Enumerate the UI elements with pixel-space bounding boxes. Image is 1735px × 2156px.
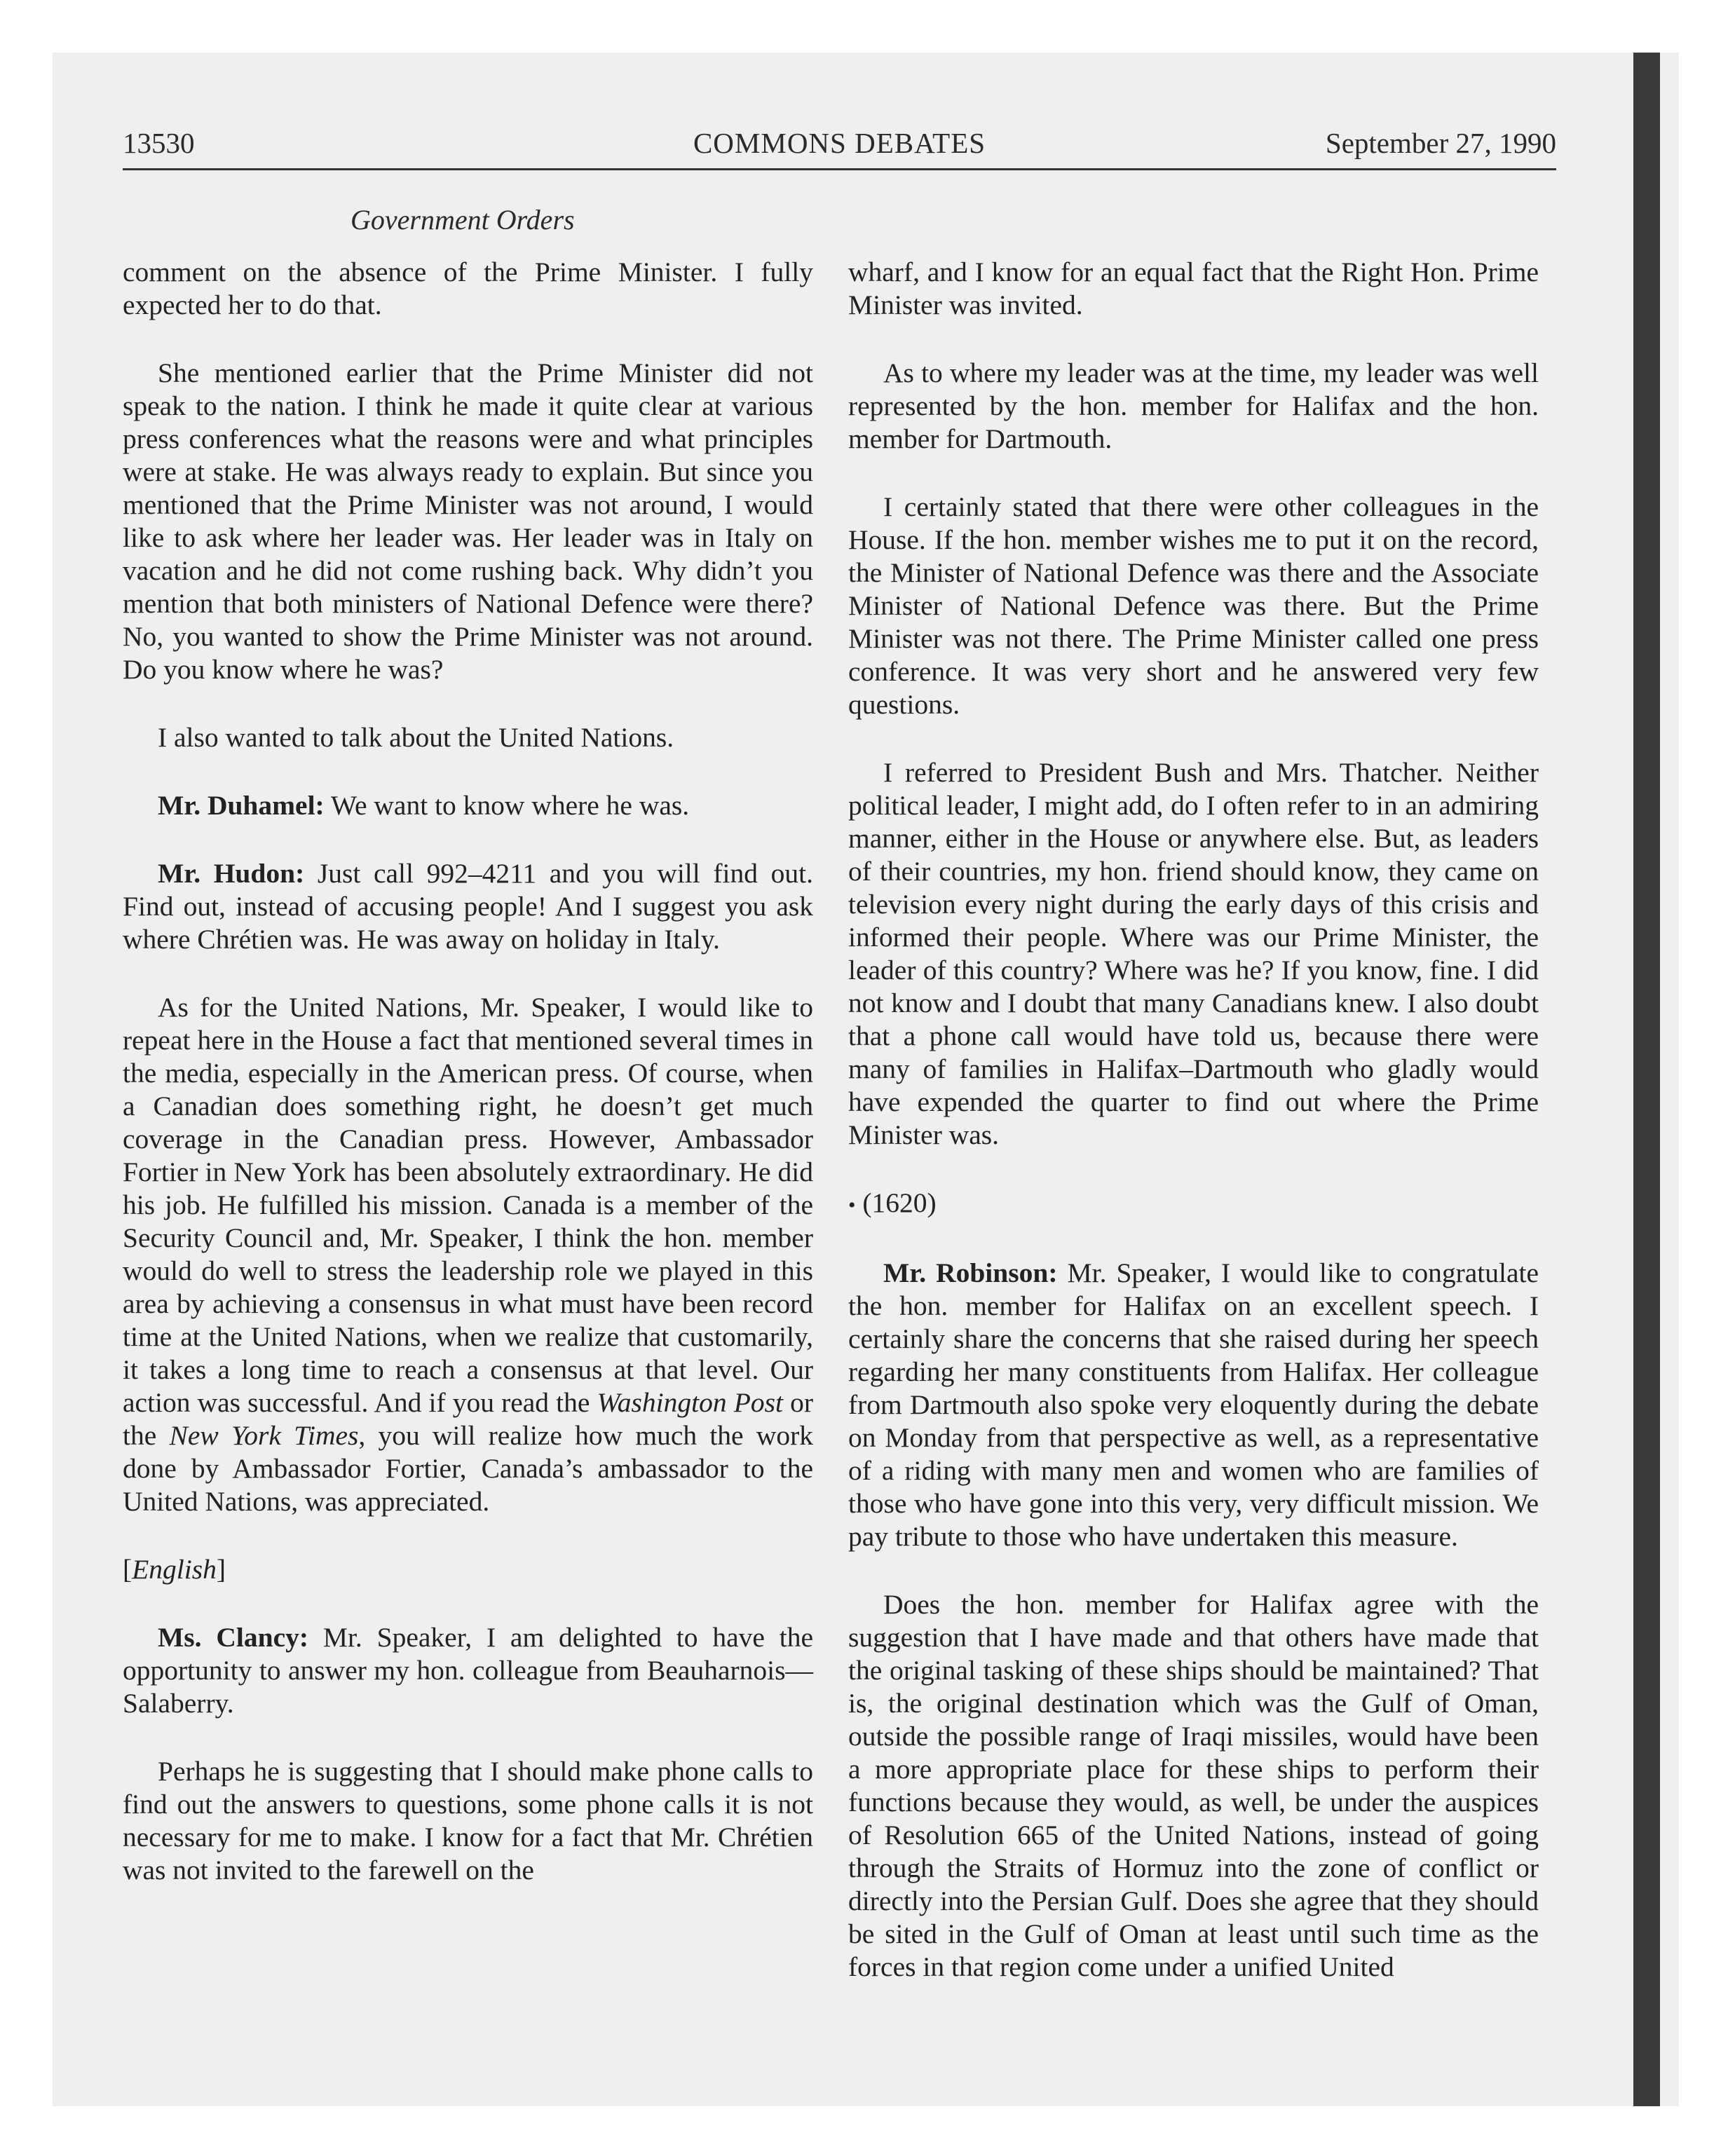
- speech-text: Just call 992–4211 and you will find out. Find out, instead of accusing people! And I suggest you ask where Chrétien was. He was away on holiday in Italy.: [123, 858, 813, 955]
- publication-title: COMMONS DEBATES: [693, 127, 986, 159]
- scan-edge-bar: [1633, 53, 1660, 2106]
- paragraph: I referred to President Bush and Mrs. Thatcher. Neither political leader, I might add, do I often refer to in an admiring manner, either in the House or anywhere else. But, as leaders of their countries, my hon. friend should know, they came on television every night during the early days of this crisis and informed their people. Where was our Prime Minister, the leader of this country? Where was he? If you know, fine. I did not know and I doubt that many Canadians knew. I also doubt that a phone call would have told us, because there were many of families in Halifax–Dartmouth who gladly would have expended the quarter to find out where the Prime Minister was.: [848, 757, 1539, 1150]
- left-column: [123, 256, 813, 1887]
- speaker-name: Mr. Hudon:: [158, 858, 305, 889]
- speech-text: We want to know where he was.: [324, 790, 690, 821]
- paragraph: [123, 857, 813, 956]
- speech-text: Mr. Speaker, I would like to congratulate the hon. member for Halifax on an excellent speech. I certainly share the concerns that she raised during her speech regarding her many constituents from Halifax. Her colleague from Dartmouth also spoke very eloquently during the debate on Monday from that perspective as well, as a representative of a riding with many men and women who are families of those who have gone into this very, very difficult mission. We pay tribute to those who have undertaken this measure.: [848, 1257, 1539, 1552]
- paragraph: wharf, and I know for an equal fact that the Right Hon. Prime Minister was invited.: [848, 257, 1539, 320]
- time-stamp: (1620): [862, 1187, 937, 1218]
- speech-text: or the: [123, 1387, 814, 1451]
- paragraph: comment on the absence of the Prime Minister. I fully expected her to do that.: [123, 257, 813, 320]
- speech-text: , you will realize how much the work done by Ambassador Fortier, Canada’s ambassador to the United Nations, was appreciated.: [123, 1420, 813, 1517]
- paragraph: I certainly stated that there were other colleagues in the House. If the hon. member wishes me to put it on the record, the Minister of National Defence was there and the Associate Minister of National Defence was there. But the Prime Minister was not there. The Prime Minister called one press conference. It was very short and he answered very few questions.: [848, 491, 1539, 720]
- paragraph: [123, 1621, 813, 1720]
- paragraph: [123, 991, 813, 1518]
- paragraph: Perhaps he is suggesting that I should make phone calls to find out the answers to questions, some phone calls it is not necessary for me to make. I know for a fact that Mr. Chrétien was not invited to the farewell on the: [123, 1756, 813, 1885]
- speaker-name: Mr. Robinson:: [883, 1257, 1058, 1288]
- paragraph: [123, 789, 813, 822]
- speaker-name: Ms. Clancy:: [158, 1622, 309, 1653]
- paragraph: As to where my leader was at the time, my leader was well represented by the hon. member for Halifax and the hon. member for Dartmouth.: [848, 357, 1539, 454]
- header-rule: [123, 168, 1556, 170]
- right-column: [848, 256, 1539, 1984]
- bracket: [: [123, 1554, 132, 1585]
- publication-reference: Washington Post: [597, 1387, 783, 1418]
- language-label: English: [132, 1554, 217, 1585]
- speech-text: Mr. Speaker, I am delighted to have the opportunity to answer my hon. colleague from Beauharnois—Salaberry.: [123, 1622, 813, 1719]
- speech-text: As for the United Nations, Mr. Speaker, I would like to repeat here in the House a fact that mentioned several times in the media, especially in the American press. Of course, when a Canadian does something right, he doesn’t get much coverage in the Canadian press. However, Ambassador Fortier in New York has been absolutely extraordinary. He did his job. He fulfilled his mission. Canada is a member of the Security Council and, Mr. Speaker, I think the hon. member would do well to stress the leadership role we played in this area by achieving a consensus in what must have been record time at the United Nations, when we realize that customarily, it takes a long time to reach a consensus at that level. Our action was successful. And if you read the: [123, 992, 813, 1418]
- publication-reference: New York Times: [169, 1420, 359, 1451]
- publication-date: September 27, 1990: [1325, 127, 1556, 159]
- paragraph: [848, 1257, 1539, 1553]
- language-marker: [123, 1553, 813, 1586]
- paragraph: She mentioned earlier that the Prime Minister did not speak to the nation. I think he made it quite clear at various press conferences what the reasons were and what principles were at stake. He was always ready to explain. But since you mentioned that the Prime Minister was not around, I would like to ask where her leader was. Her leader was in Italy on vacation and he did not come rushing back. Why didn’t you mention that both ministers of National Defence were there? No, you wanted to show the Prime Minister was not around. Do you know where he was?: [123, 357, 813, 685]
- speaker-name: Mr. Duhamel:: [158, 790, 325, 821]
- bullet-icon: •: [848, 1194, 856, 1217]
- page-header: [123, 126, 1556, 168]
- paragraph: I also wanted to talk about the United Nations.: [158, 722, 674, 753]
- time-marker: [848, 1187, 1539, 1222]
- bracket: ]: [216, 1554, 226, 1585]
- paragraph: Does the hon. member for Halifax agree with the suggestion that I have made and that others have made that the original tasking of these ships should be maintained? That is, the original destination which was the Gulf of Oman, outside the possible range of Iraqi missiles, would have been a more appropriate place for these ships to perform their functions because they would, as well, be under the auspices of Resolution 665 of the United Nations, instead of going through the Straits of Hormuz into the zone of conflict or directly into the Persian Gulf. Does she agree that they should be sited in the Gulf of Oman at least until such time as the forces in that region come under a unified United: [848, 1589, 1539, 1982]
- page-number: 13530: [123, 127, 195, 159]
- section-title: Government Orders: [351, 204, 575, 236]
